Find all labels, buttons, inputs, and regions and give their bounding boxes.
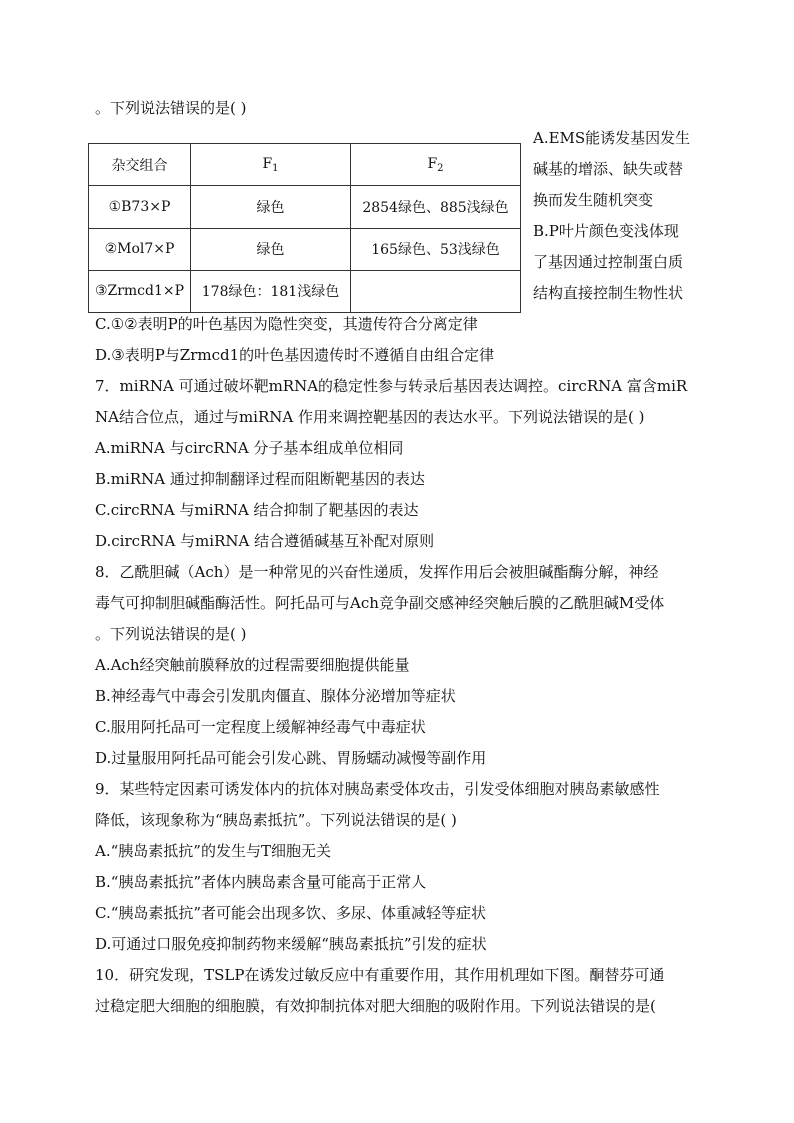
question-7-option-b: B.miRNA 通过抑制翻译过程而阻断靶基因的表达 <box>95 470 425 488</box>
option-b-line-1: B.P叶片颜色变浅体现 <box>533 222 679 240</box>
table-cell: ①B73×P <box>89 186 191 228</box>
table-cell: ②Mol7×P <box>89 228 191 270</box>
question-7-option-d: D.circRNA 与miRNA 结合遵循碱基互补配对原则 <box>95 532 435 550</box>
option-a-line-3: 换而发生随机突变 <box>533 191 654 209</box>
table-cell: 165绿色、53浅绿色 <box>351 228 521 270</box>
question-8-option-b: B.神经毒气中毒会引发肌肉僵直、腺体分泌增加等症状 <box>95 687 456 705</box>
table-header-row <box>89 144 521 186</box>
question-9-option-c: C.“胰岛素抵抗”者可能会出现多饮、多尿、体重减轻等症状 <box>95 904 487 922</box>
header-cell-f1: $F_1$ <box>191 144 351 186</box>
intro-line: 。下列说法错误的是( ) <box>95 99 247 117</box>
table-row <box>89 186 521 228</box>
option-c: C.①②表明P的叶色基因为隐性突变，其遗传符合分离定律 <box>95 315 478 333</box>
question-9-stem-2: 降低，该现象称为“胰岛素抵抗”。下列说法错误的是( ) <box>95 811 457 829</box>
question-8-stem-3: 。下列说法错误的是( ) <box>95 625 247 643</box>
question-9-option-a: A.“胰岛素抵抗”的发生与T细胞无关 <box>95 842 331 860</box>
table-cell: 绿色 <box>191 228 351 270</box>
question-10-stem-1: 10．研究发现，TSLP在诱发过敏反应中有重要作用，其作用机理如下图。酮替芬可通 <box>95 966 665 984</box>
question-7-option-c: C.circRNA 与miRNA 结合抑制了靶基因的表达 <box>95 501 419 519</box>
table-cell <box>351 270 521 312</box>
option-a-line-1: A.EMS能诱发基因发生 <box>533 129 691 147</box>
option-b-line-2: 了基因通过控制蛋白质 <box>533 253 684 271</box>
option-d: D.③表明P与Zrmcd1的叶色基因遗传时不遵循自由组合定律 <box>95 346 495 364</box>
question-10-stem-2: 过稳定肥大细胞的细胞膜，有效抑制抗体对肥大细胞的吸附作用。下列说法错误的是( <box>95 997 656 1015</box>
question-7-stem-1: 7．miRNA 可通过破坏靶mRNA的稳定性参与转录后基因表达调控。circRNA 富含miR <box>95 377 688 395</box>
table-cell: 178绿色：181浅绿色 <box>191 270 351 312</box>
question-7-stem-2: NA结合位点，通过与miRNA 作用来调控靶基因的表达水平。下列说法错误的是( ) <box>95 408 645 426</box>
question-8-option-a: A.Ach经突触前膜释放的过程需要细胞提供能量 <box>95 656 410 674</box>
question-9-option-b: B.“胰岛素抵抗”者体内胰岛素含量可能高于正常人 <box>95 873 427 891</box>
option-b-line-3: 结构直接控制生物性状 <box>533 284 684 302</box>
header-cell-f2: $F_2$ <box>351 144 521 186</box>
table-cell: 2854绿色、885浅绿色 <box>351 186 521 228</box>
question-7-option-a: A.miRNA 与circRNA 分子基本组成单位相同 <box>95 439 404 457</box>
question-8-stem-2: 毒气可抑制胆碱酯酶活性。阿托品可与Ach竞争副交感神经突触后膜的乙酰胆碱M受体 <box>95 594 665 612</box>
table-row <box>89 228 521 270</box>
question-9-option-d: D.可通过口服免疫抑制药物来缓解“胰岛素抵抗”引发的症状 <box>95 935 487 953</box>
question-8-option-d: D.过量服用阿托品可能会引发心跳、胃肠蠕动减慢等副作用 <box>95 749 487 767</box>
table-cell: ③Zrmcd1×P <box>89 270 191 312</box>
table-cell: 绿色 <box>191 186 351 228</box>
question-8-stem-1: 8．乙酰胆碱（Ach）是一种常见的兴奋性递质，发挥作用后会被胆碱酯酶分解，神经 <box>95 563 659 581</box>
option-a-line-2: 碱基的增添、缺失或替 <box>533 160 684 178</box>
cross-table <box>88 143 521 313</box>
table-row <box>89 270 521 312</box>
question-8-option-c: C.服用阿托品可一定程度上缓解神经毒气中毒症状 <box>95 718 426 736</box>
question-9-stem-1: 9．某些特定因素可诱发体内的抗体对胰岛素受体攻击，引发受体细胞对胰岛素敏感性 <box>95 780 660 798</box>
header-cell-combination: 杂交组合 <box>89 144 191 186</box>
